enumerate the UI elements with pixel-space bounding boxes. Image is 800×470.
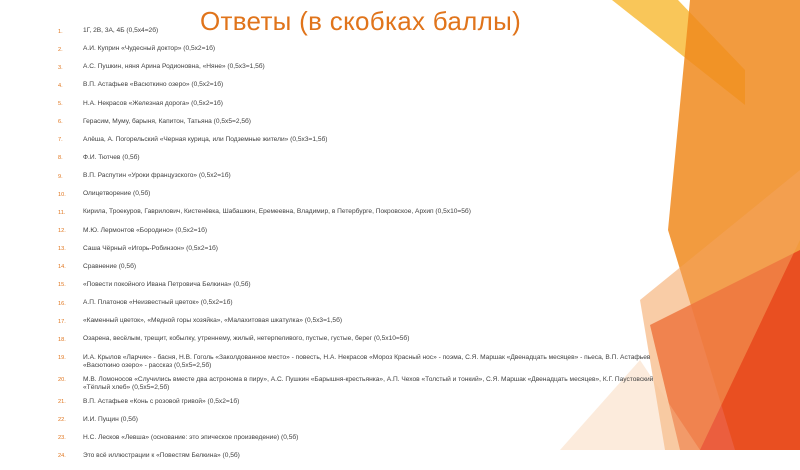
- item-text: И.И. Пущин (0,5б): [83, 415, 138, 423]
- item-number: 13.: [58, 246, 66, 253]
- list-item: [58, 245, 658, 263]
- item-text: Н.С. Лесков «Левша» (основание: это эпическое произведение) (0,5б): [83, 433, 299, 441]
- item-text: «Повести покойного Ивана Петровича Белкина» (0,5б): [83, 280, 251, 288]
- item-number: 4.: [58, 82, 63, 89]
- item-text: Н.А. Некрасов «Железная дорога» (0,5х2=1б): [83, 99, 223, 107]
- answers-list: [58, 27, 658, 470]
- list-item: [58, 81, 658, 99]
- list-item: [58, 281, 658, 299]
- list-item: [58, 263, 658, 281]
- item-number: 21.: [58, 399, 66, 406]
- item-number: 9.: [58, 173, 63, 180]
- list-item: [58, 317, 658, 335]
- item-number: 23.: [58, 435, 66, 442]
- item-number: 19.: [58, 355, 66, 362]
- item-text: 1Г, 2В, 3А, 4Б (0,5х4=2б): [83, 27, 159, 34]
- item-number: 2.: [58, 46, 63, 53]
- slide-title: Ответы (в скобках баллы): [200, 6, 522, 36]
- list-item: [58, 434, 658, 452]
- list-item: [58, 208, 658, 226]
- item-number: 22.: [58, 417, 66, 424]
- item-number: 7.: [58, 137, 63, 144]
- item-text: А.П. Платонов «Неизвестный цветок» (0,5х2=1б): [83, 299, 233, 307]
- item-number: 10.: [58, 191, 66, 198]
- item-text: Ф.И. Тютчев (0,5б): [83, 153, 140, 161]
- item-text: В.П. Астафьев «Конь с розовой гривой» (0,5х2=1б): [83, 397, 240, 405]
- list-item: [58, 376, 658, 398]
- item-text: Кирила, Троекуров, Гаврилович, Кистенёвка, Шабашкин, Еремеевна, Владимир, в Петербурге, Покровское, Архип (0,5х10=5б): [83, 208, 471, 216]
- item-text: М.В. Ломоносов «Случились вместе два астронома в пиру», А.С. Пушкин «Барышня-крестьянка», А.П. Чехов «Толстый и тонкий», С.Я. Маршак «Двенадцать месяцев», К.Г. Паустовский «Тёплый хлеб» (0,5х5=2,5б): [83, 375, 654, 391]
- item-text: Озарена, весёлым, трещит, кобылку, утреннему, жилый, нетерпеливого, пустые, густые, берег (0,5х10=5б): [83, 335, 410, 343]
- item-number: 18.: [58, 336, 66, 343]
- item-text: М.Ю. Лермонтов «Бородино» (0,5х2=1б): [83, 226, 208, 234]
- list-item: [58, 63, 658, 81]
- item-number: 11.: [58, 209, 66, 216]
- list-item: [58, 416, 658, 434]
- item-text: А.С. Пушкин, няня Арина Родионовна, «Няне» (0,5х3=1,5б): [83, 63, 265, 71]
- list-item: [58, 227, 658, 245]
- list-item: [58, 190, 658, 208]
- list-item: [58, 335, 658, 353]
- item-number: 14.: [58, 264, 66, 271]
- item-number: 1.: [58, 28, 63, 35]
- item-number: 12.: [58, 228, 66, 235]
- item-number: 3.: [58, 64, 63, 71]
- item-number: 24.: [58, 453, 66, 460]
- item-number: 16.: [58, 300, 66, 307]
- item-text: И.А. Крылов «Ларчик» - басня, Н.В. Гоголь «Заколдованное место» - повесть, Н.А. Некрасов «Мороз Красный нос» - поэма, С.Я. Маршак «Двенадцать месяцев» - пьеса, В.П. Астафьев «Васюткино озеро» - рассказ (0,5х5=2,5б): [83, 353, 651, 369]
- item-text: Саша Чёрный «Игорь-Робинзон» (0,5х2=1б): [83, 244, 218, 252]
- item-text: «Каменный цветок», «Медной горы хозяйка», «Малахитовая шкатулка» (0,5х3=1,5б): [83, 317, 343, 325]
- item-text: Олицетворение (0,5б): [83, 190, 151, 198]
- list-item: [58, 45, 658, 63]
- item-number: 5.: [58, 101, 63, 108]
- list-item: [58, 136, 658, 154]
- item-number: 15.: [58, 282, 66, 289]
- list-item: [58, 27, 658, 45]
- list-item: [58, 154, 658, 172]
- item-number: 8.: [58, 155, 63, 162]
- list-item: [58, 452, 658, 470]
- list-item: [58, 299, 658, 317]
- item-text: Алёша, А. Погорельский «Черная курица, или Подземные жители» (0,5х3=1,5б): [83, 135, 328, 143]
- item-number: 6.: [58, 119, 63, 126]
- list-item: [58, 100, 658, 118]
- item-text: В.П. Распутин «Уроки французского» (0,5х2=1б): [83, 172, 231, 180]
- item-text: А.И. Куприн «Чудесный доктор» (0,5х2=1б): [83, 45, 216, 53]
- item-number: 17.: [58, 318, 66, 325]
- item-number: 20.: [58, 377, 66, 384]
- list-item: [58, 398, 658, 416]
- list-item: [58, 354, 658, 376]
- item-text: Это всё иллюстрации к «Повестям Белкина» (0,5б): [83, 451, 240, 459]
- item-text: Сравнение (0,5б): [83, 262, 137, 270]
- item-text: В.П. Астафьев «Васюткино озеро» (0,5х2=1б): [83, 81, 224, 89]
- list-item: [58, 118, 658, 136]
- item-text: Герасим, Муму, барыня, Капитон, Татьяна (0,5х5=2,5б): [83, 117, 251, 125]
- list-item: [58, 172, 658, 190]
